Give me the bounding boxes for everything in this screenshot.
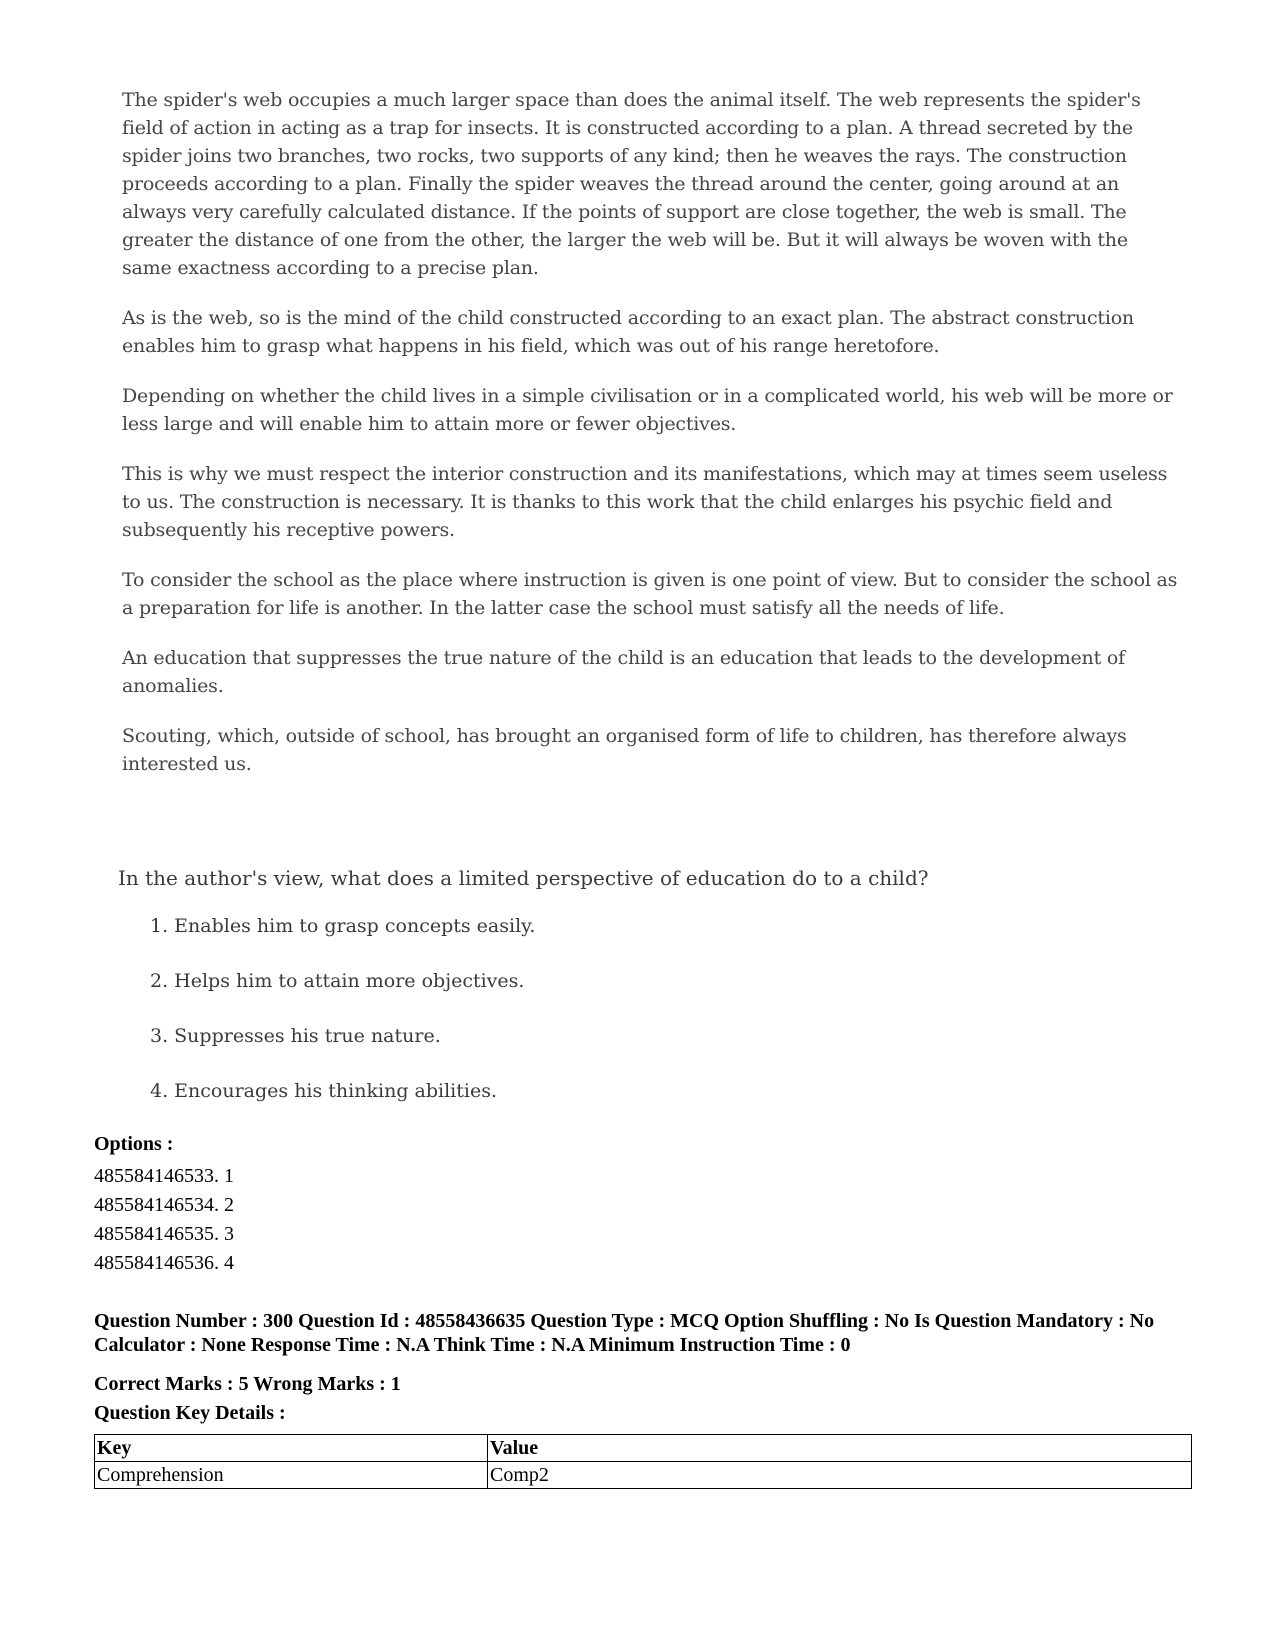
passage-paragraph: An education that suppresses the true nature of the child is an education that leads to the development of anomalies. <box>122 647 1125 697</box>
key-details-heading: Question Key Details : <box>94 1402 286 1424</box>
table-header-key: Key <box>95 1435 488 1462</box>
answer-choices <box>150 912 535 1132</box>
answer-choice: 1. Enables him to grasp concepts easily. <box>150 915 536 937</box>
table-row <box>95 1462 1192 1489</box>
option-item: 485584146535. 3 <box>94 1223 234 1245</box>
marks-line: Correct Marks : 5 Wrong Marks : 1 <box>94 1373 401 1395</box>
table-cell: Comprehension <box>95 1462 488 1489</box>
question-details: Question Number : 300 Question Id : 48558436635 Question Type : MCQ Option Shuffling : No Is Question Mandatory : No Calculator : None Response Time : N.A Think Time : N.A Minimum Instruction Time : 0 <box>94 1310 1155 1356</box>
table-header-value: Value <box>488 1435 1192 1462</box>
answer-choice: 4. Encourages his thinking abilities. <box>150 1080 497 1102</box>
options-heading: Options : <box>94 1133 174 1155</box>
options-list <box>94 1162 234 1278</box>
option-item: 485584146534. 2 <box>94 1194 234 1216</box>
passage-paragraph: Scouting, which, outside of school, has brought an organised form of life to children, has therefore always interested us. <box>122 725 1127 775</box>
passage-paragraph: To consider the school as the place where instruction is given is one point of view. But to consider the school as a preparation for life is another. In the latter case the school must satisfy all the needs of life. <box>122 569 1178 619</box>
passage-paragraph: Depending on whether the child lives in a simple civilisation or in a complicated world, his web will be more or less large and will enable him to attain more or fewer objectives. <box>122 385 1173 435</box>
option-item: 485584146536. 4 <box>94 1252 234 1274</box>
question-text: In the author's view, what does a limited perspective of education do to a child? <box>118 866 929 890</box>
table-header-row <box>95 1435 1192 1462</box>
answer-choice: 2. Helps him to attain more objectives. <box>150 970 525 992</box>
passage-paragraph: This is why we must respect the interior construction and its manifestations, which may at times seem useless to us. The construction is necessary. It is thanks to this work that the child enlarges his psychic field and subsequently his receptive powers. <box>122 463 1168 541</box>
key-details-table <box>94 1434 1192 1489</box>
answer-choice: 3. Suppresses his true nature. <box>150 1025 441 1047</box>
passage-paragraph: The spider's web occupies a much larger space than does the animal itself. The web represents the spider's field of action in acting as a trap for insects. It is constructed according to a plan. A thread secreted by the spider joins two branches, two rocks, two supports of any kind; then he weaves the rays. The construction proceeds according to a plan. Finally the spider weaves the thread around the center, going around at an always very carefully calculated distance. If the points of support are close together, the web is small. The greater the distance of one from the other, the larger the web will be. But it will always be woven with the same exactness according to a precise plan. <box>122 89 1141 279</box>
option-item: 485584146533. 1 <box>94 1165 234 1187</box>
passage <box>122 86 1182 800</box>
table-cell: Comp2 <box>488 1462 1192 1489</box>
passage-paragraph: As is the web, so is the mind of the child constructed according to an exact plan. The abstract construction enables him to grasp what happens in his field, which was out of his range heretofore. <box>122 307 1134 357</box>
